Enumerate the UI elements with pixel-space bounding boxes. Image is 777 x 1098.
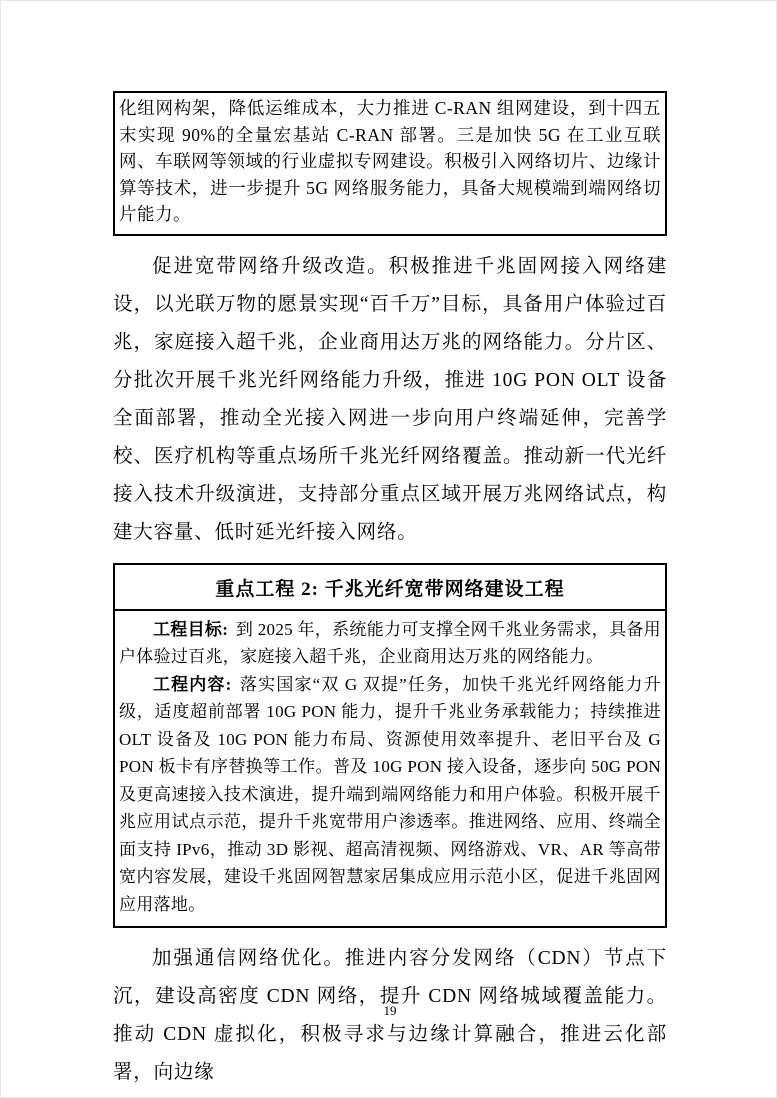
callout-box-5g-network [113,91,667,236]
project-box-title: 重点工程 2: 千兆光纤宽带网络建设工程 [115,565,665,611]
project-goal-text: 到 2025 年，系统能力可支撑全网千兆业务需求，具备用户体验过百兆，家庭接入超千兆，企业商用达万兆的网络能力。 [119,619,661,666]
page-number: 19 [383,1003,397,1018]
paragraph-broadband-upgrade: 促进宽带网络升级改造。积极推进千兆固网接入网络建设，以光联万物的愿景实现“百千万”目标，具备用户体验过百兆，家庭接入超千兆，企业商用达万兆的网络能力。分片区、分批次开展千兆光纤网络能力升级，推进 10G PON OLT 设备全面部署，推动全光接入网进一步向用户终端延伸，完善学校、医疗机构等重点场所千兆光纤网络覆盖。推动新一代光纤接入技术升级演进，支持部分重点区域开展万兆网络试点，构建大容量、低时延光纤接入网络。 [113,255,667,543]
project-content-label: 工程内容: [153,674,232,694]
project-goal-label: 工程目标: [153,619,229,639]
project-box-body [115,611,665,927]
project-goal-paragraph [119,616,661,671]
paragraph-network-optimization: 加强通信网络优化。推进内容分发网络（CDN）节点下沉，建设高密度 CDN 网络，提升 CDN 网络城域覆盖能力。推动 CDN 虚拟化，积极寻求与边缘计算融合，推进云化部署，向边缘 [113,948,667,1083]
page-content [113,91,667,1092]
project-box-gigabit-fiber [113,563,667,929]
callout-box-5g-text: 化组网构架，降低运维成本，大力推进 C-RAN 组网建设，到十四五末实现 90%的全量宏基站 C-RAN 部署。三是加快 5G 在工业互联网、车联网等领域的行业虚拟专网建设。积极引入网络切片、边缘计算等技术，进一步提升 5G 网络服务能力，具备大规模端到端网络切片能力。 [119,98,661,224]
project-content-text: 落实国家“双 G 双提”任务，加快千兆光纤网络能力升级，适度超前部署 10G PON 能力，提升千兆业务承载能力；持续推进 OLT 设备及 10G PON 能力布局、资源使用效率提升、老旧平台及 G PON 板卡有序替换等工作。普及 10G PON 接入设备，逐步向 50G PON 及更高速接入技术演进，提升端到端网络能力和用户体验。积极开展千兆应用试点示范，提升千兆宽带用户渗透率。推进网络、应用、终端全面支持 IPv6，推动 3D 影视、超高清视频、网络游戏、VR、AR 等高带宽内容发展，建设千兆固网智慧家居集成应用示范小区，促进千兆固网应用落地。 [119,674,661,914]
project-content-paragraph [119,671,661,919]
